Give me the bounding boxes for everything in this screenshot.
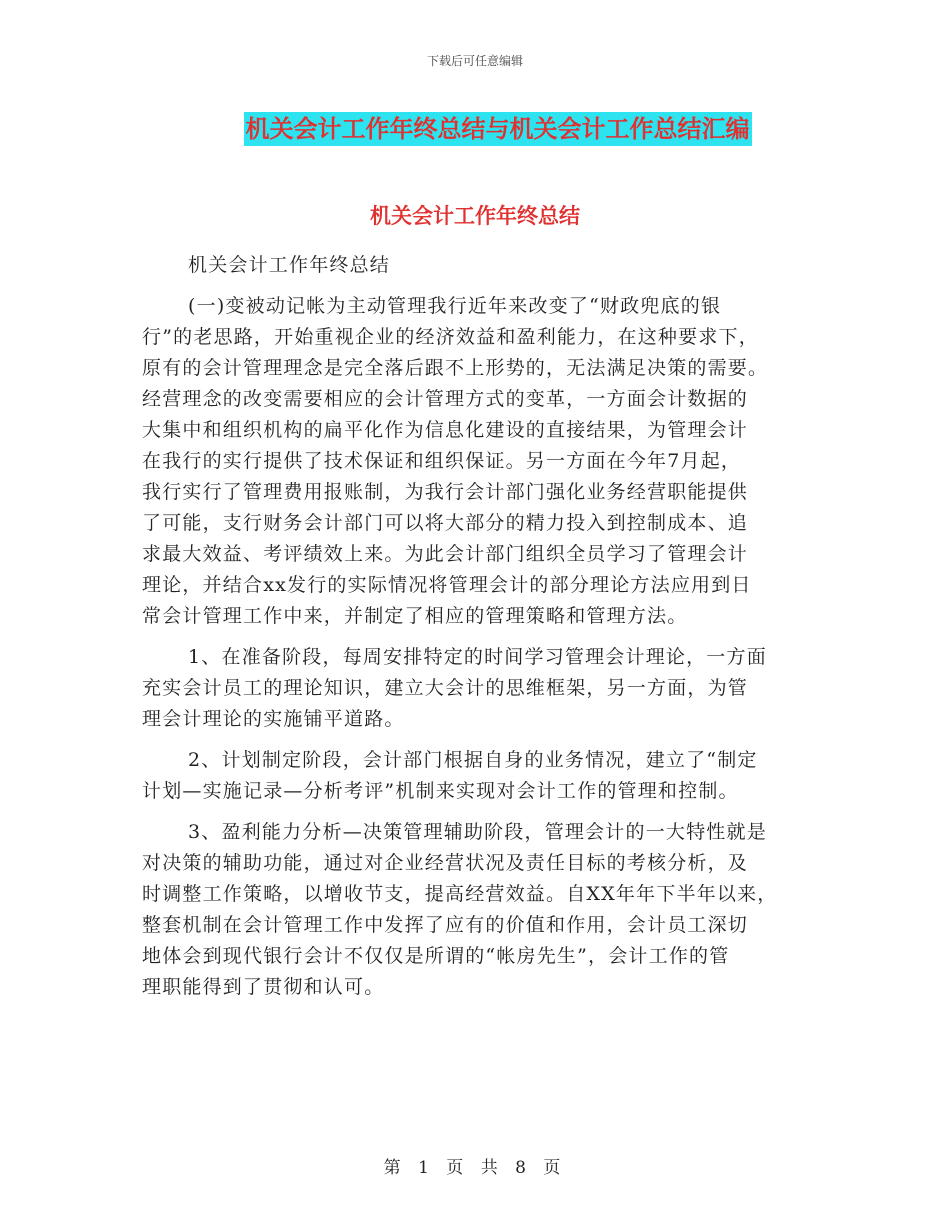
text-line: 机关会计工作年终总结 xyxy=(188,254,391,276)
section-title: 机关会计工作年终总结 xyxy=(370,204,580,228)
text-line: 原有的会计管理理念是完全落后跟不上形势的，无法满足决策的需要。 xyxy=(142,357,769,379)
main-title-container xyxy=(220,112,775,146)
paragraph-gap xyxy=(142,735,817,745)
text-line: 1、在准备阶段，每周安排特定的时间学习管理会计理论，一方面 xyxy=(188,646,767,668)
header-note: 下载后可任意编辑 xyxy=(426,54,523,68)
text-line: 我行实行了管理费用报账制，为我行会计部门强化业务经营职能提供 xyxy=(142,481,749,503)
text-line: 大集中和组织机构的扁平化作为信息化建设的直接结果，为管理会计 xyxy=(142,419,749,441)
text-line: 理职能得到了贯彻和认可。 xyxy=(142,976,385,998)
text-line: 对决策的辅助功能，通过对企业经营状况及责任目标的考核分析，及 xyxy=(142,852,749,874)
text-line: 时调整工作策略，以增收节支，提高经营效益。自XX年年下半年以来， xyxy=(142,883,778,905)
text-line: 地体会到现代银行会计不仅仅是所谓的“帐房先生”，会计工作的管 xyxy=(142,945,730,967)
text-line: 求最大效益、考评绩效上来。为此会计部门组织全员学习了管理会计 xyxy=(142,543,749,565)
text-line: 了可能，支行财务会计部门可以将大部分的精力投入到控制成本、追 xyxy=(142,512,749,534)
text-line: 3、盈利能力分析—决策管理辅助阶段，管理会计的一大特性就是 xyxy=(188,821,767,843)
text-line: 在我行的实行提供了技术保证和组织保证。另一方面在今年7月起， xyxy=(142,450,742,472)
paragraph-gap xyxy=(142,632,817,642)
text-line: 充实会计员工的理论知识，建立大会计的思维框架，另一方面，为管 xyxy=(142,677,749,699)
text-line: 2、计划制定阶段，会计部门根据自身的业务情况，建立了“制定 xyxy=(188,749,758,771)
text-line: 常会计管理工作中来，并制定了相应的管理策略和管理方法。 xyxy=(142,605,688,627)
body-text xyxy=(142,250,817,1003)
paragraph-gap xyxy=(142,281,817,291)
page-footer: 第 1 页 共 8 页 xyxy=(383,1158,567,1178)
text-line: 经营理念的改变需要相应的会计管理方式的变革，一方面会计数据的 xyxy=(142,388,749,410)
text-line: 理论，并结合xx发行的实际情况将管理会计的部分理论方法应用到日 xyxy=(142,574,752,596)
paragraph-gap xyxy=(142,807,817,817)
main-title: 机关会计工作年终总结与机关会计工作总结汇编 xyxy=(244,112,752,146)
text-line: 行”的老思路，开始重视企业的经济效益和盈利能力，在这种要求下， xyxy=(142,326,759,348)
text-line: 理会计理论的实施铺平道路。 xyxy=(142,708,405,730)
text-line: 计划—实施记录—分析考评”机制来实现对会计工作的管理和控制。 xyxy=(142,780,739,802)
text-line: 整套机制在会计管理工作中发挥了应有的价值和作用，会计员工深切 xyxy=(142,914,749,936)
text-line: (一)变被动记帐为主动管理我行近年来改变了“财政兜底的银 xyxy=(188,295,722,317)
